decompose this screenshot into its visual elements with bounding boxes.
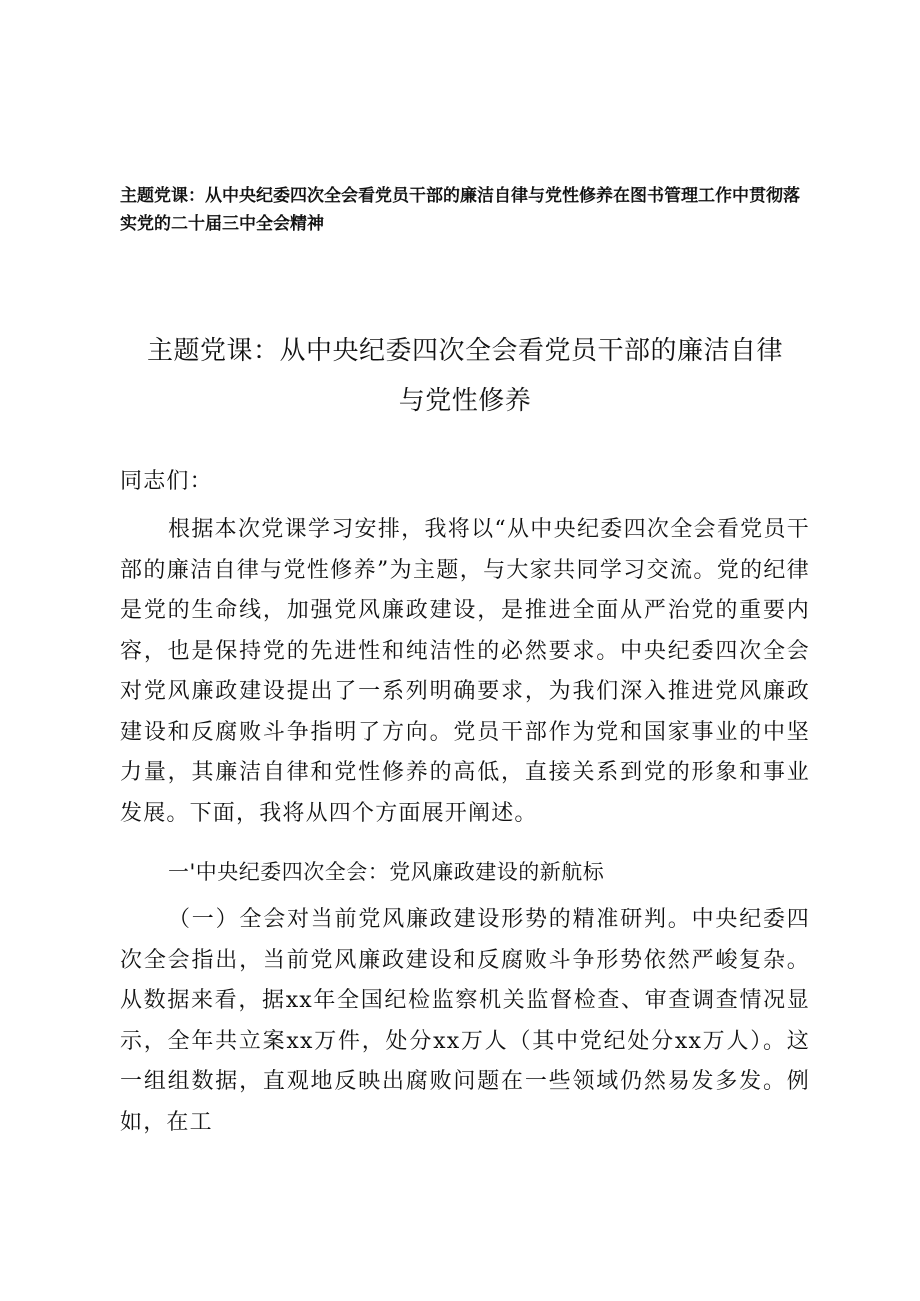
main-title-line-1: 主题党课：从中央纪委四次全会看党员干部的廉洁自律: [146, 336, 783, 366]
greeting: 同志们：: [120, 469, 213, 494]
document-header-title: 主题党课：从中央纪委四次全会看党员干部的廉洁自律与党性修养在图书管理工作中贯彻落实党的二十届三中全会精神: [120, 186, 800, 234]
main-title-line-2: 与党性修养: [398, 386, 532, 416]
section-1-paragraph-1: （一）全会对当前党风廉政建设形势的精准研判。中央纪委四次全会指出，当前党风廉政建设和反腐败斗争形势依然严峻复杂。从数据来看，据xx年全国纪检监察机关监督检查、审查调查情况显示，全年共立案xx万件，处分xx万人（其中党纪处分xx万人）。这一组组数据，直观地反映出腐败问题在一些领域仍然易发多发。例如，在工: [120, 907, 810, 1135]
section-heading-1: 一'中央纪委四次全会：党风廉政建设的新航标: [168, 860, 605, 884]
intro-paragraph: 根据本次党课学习安排，我将以“从中央纪委四次全会看党员干部的廉洁自律与党性修养”为主题，与大家共同学习交流。党的纪律是党的生命线，加强党风廉政建设，是推进全面从严治党的重要内容，也是保持党的先进性和纯洁性的必然要求。中央纪委四次全会对党风廉政建设提出了一系列明确要求，为我们深入推进党风廉政建设和反腐败斗争指明了方向。党员干部作为党和国家事业的中坚力量，其廉洁自律和党性修养的高低，直接关系到党的形象和事业发展。下面，我将从四个方面展开阐述。: [120, 517, 810, 826]
main-title: [120, 326, 810, 426]
